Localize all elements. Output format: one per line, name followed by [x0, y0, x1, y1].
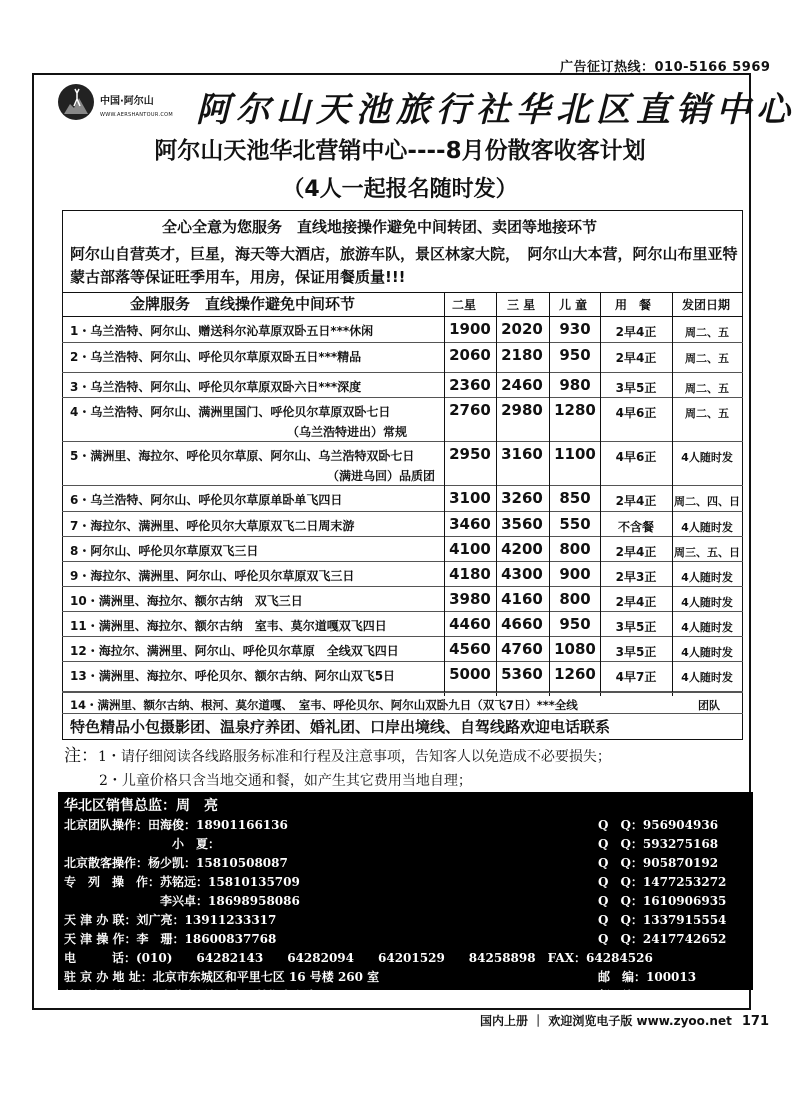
departure-days: 4人随时发 — [681, 451, 733, 464]
price-three-star: 2980 — [501, 401, 543, 419]
departure-days: 4人随时发 — [681, 646, 733, 659]
price-child: 800 — [559, 590, 591, 608]
meal-plan: 2早3正 — [615, 570, 657, 584]
price-two-star: 5000 — [449, 665, 491, 683]
header-child: 儿 童 — [559, 298, 588, 312]
note-1: 1・请仔细阅读各线路服务标准和行程及注意事项，告知客人以免造成不必要损失； — [98, 749, 611, 765]
table-row — [62, 662, 743, 692]
price-two-star: 2060 — [449, 346, 491, 364]
logo-text: 中国·阿尔山 — [100, 96, 154, 107]
departure-days: 周二、四、日 — [674, 495, 740, 508]
meal-plan: 4早6正 — [615, 406, 657, 420]
price-two-star: 4180 — [449, 565, 491, 583]
meal-plan: 2早4正 — [615, 494, 657, 508]
table-row — [62, 537, 743, 562]
page-title: 阿尔山天池华北营销中心----8月份散客收客计划 — [154, 138, 646, 164]
route-name: 6・乌兰浩特、阿尔山、呼伦贝尔草原单卧单飞四日 — [70, 493, 343, 507]
table-row — [62, 637, 743, 662]
route-name: 11・满洲里、海拉尔、额尔古纳 室韦、莫尔道嘎双飞四日 — [70, 619, 387, 633]
departure-days: 周二、五 — [685, 382, 729, 395]
price-child: 1280 — [554, 401, 596, 419]
price-three-star: 4300 — [501, 565, 543, 583]
table-row — [62, 486, 743, 512]
contact-line: 驻 京 办 地 址：北京市东城区和平里七区 16 号楼 260 室 — [64, 970, 380, 984]
price-child: 900 — [559, 565, 591, 583]
price-three-star: 2460 — [501, 376, 543, 394]
route-name: 5・满洲里、海拉尔、呼伦贝尔草原、阿尔山、乌兰浩特双卧七日 — [70, 449, 415, 463]
price-two-star: 3460 — [449, 515, 491, 533]
route-name: 14・满洲里、额尔古纳、根河、莫尔道嘎、 室韦、呼伦贝尔、阿尔山双卧九日（双飞7日）***全线 — [70, 698, 578, 712]
table-row — [62, 562, 743, 587]
table-row — [62, 612, 743, 637]
price-child: 800 — [559, 540, 591, 558]
price-three-star: 5360 — [501, 665, 543, 683]
price-two-star: 2760 — [449, 401, 491, 419]
header-three-star: 三 星 — [507, 298, 536, 312]
special-tours: 特色精品小包摄影团、温泉疗养团、婚礼团、口岸出境线、自驾线路欢迎电话联系 — [70, 718, 611, 736]
meal-plan: 4早7正 — [615, 670, 657, 684]
route-note: （满进乌回）品质团 — [327, 469, 436, 483]
route-name: 3・乌兰浩特、阿尔山、呼伦贝尔草原双卧六日***深度 — [70, 380, 362, 394]
column-divider — [672, 292, 673, 696]
meal-plan: 3早5正 — [615, 381, 657, 395]
price-three-star: 4660 — [501, 615, 543, 633]
departure-days: 团队 — [698, 699, 720, 712]
company-logo — [58, 80, 192, 128]
contact-qq: Q Q：956904936 — [598, 818, 719, 832]
price-two-star: 1900 — [449, 320, 491, 338]
price-child: 1260 — [554, 665, 596, 683]
intro-line-1: 全心全意为您服务 直线地接操作避免中间转团、卖团等地接环节 — [162, 218, 598, 236]
meal-plan: 2早4正 — [615, 595, 657, 609]
route-name: 7・海拉尔、满洲里、呼伦贝尔大草原双飞二日周末游 — [70, 519, 355, 533]
meal-plan: 不含餐 — [617, 520, 654, 534]
contact-line: 天 津 办 联：刘广亮：13911233317 — [64, 913, 277, 927]
price-three-star: 3260 — [501, 489, 543, 507]
price-child: 950 — [559, 346, 591, 364]
meal-plan: 3早5正 — [615, 620, 657, 634]
route-name: 13・满洲里、海拉尔、呼伦贝尔、额尔古纳、阿尔山双飞5日 — [70, 669, 396, 683]
deer-logo-icon — [58, 84, 94, 120]
price-child: 950 — [559, 615, 591, 633]
ad-hotline: 广告征订热线：010-5166 5969 — [560, 60, 771, 75]
price-child: 850 — [559, 489, 591, 507]
meal-plan: 2早4正 — [615, 351, 657, 365]
price-two-star: 4560 — [449, 640, 491, 658]
notes — [64, 744, 611, 793]
departure-days: 周二、五 — [685, 326, 729, 339]
page-footer — [480, 1012, 769, 1029]
route-name: 1・乌兰浩特、阿尔山、赠送科尔沁草原双卧五日***休闲 — [70, 324, 374, 338]
intro-line-2: 阿尔山自营英才，巨星，海天等大酒店，旅游车队，景区林家大院， 阿尔山大本营，阿尔山布里亚特蒙古部落等保证旺季用车，用房，保证用餐质量!!! — [70, 245, 738, 286]
contact-qq: Q Q：905870192 — [598, 856, 719, 870]
column-divider — [549, 292, 550, 696]
header-departure: 发团日期 — [682, 298, 731, 312]
route-note: （乌兰浩特进出）常规 — [287, 425, 408, 439]
table-row — [62, 343, 743, 373]
departure-days: 4人随时发 — [681, 671, 733, 684]
price-three-star: 2180 — [501, 346, 543, 364]
meal-plan: 2早4正 — [615, 545, 657, 559]
route-name: 2・乌兰浩特、阿尔山、呼伦贝尔草原双卧五日***精品 — [70, 350, 362, 364]
contact-qq: 邮 编：137800 — [598, 989, 697, 1003]
meal-plan: 2早4正 — [615, 325, 657, 339]
departure-days: 4人随时发 — [681, 521, 733, 534]
meal-plan: 3早5正 — [615, 645, 657, 659]
route-name: 8・阿尔山、呼伦贝尔草原双飞三日 — [70, 544, 259, 558]
contact-line: 北京团队操作：田海俊：18901166136 — [64, 818, 288, 832]
price-two-star: 4100 — [449, 540, 491, 558]
price-child: 930 — [559, 320, 591, 338]
departure-days: 周三、五、日 — [674, 546, 740, 559]
contact-line: 专 列 操 作：苏铭远：15810135709 — [64, 875, 300, 889]
departure-days: 4人随时发 — [681, 621, 733, 634]
departure-days: 4人随时发 — [681, 571, 733, 584]
contact-line: 总 社 地 址：内蒙古阿尔山市兴林街青山路 — [64, 989, 317, 1003]
table-row — [62, 442, 743, 486]
contact-line: 天 津 操 作：李 珊：18600837768 — [64, 932, 277, 946]
price-three-star: 4160 — [501, 590, 543, 608]
table-row — [62, 373, 743, 398]
contact-qq: Q Q：593275168 — [598, 837, 719, 851]
departure-days: 4人随时发 — [681, 596, 733, 609]
table-row — [62, 587, 743, 612]
column-divider — [496, 292, 497, 696]
price-three-star: 3560 — [501, 515, 543, 533]
price-three-star: 3160 — [501, 445, 543, 463]
price-child: 1080 — [554, 640, 596, 658]
table-row-14 — [62, 692, 743, 714]
contact-line: 李兴卓：18698958086 — [64, 894, 300, 908]
notes-label: 注： — [64, 746, 98, 766]
departure-days: 周二、五 — [685, 352, 729, 365]
price-child: 980 — [559, 376, 591, 394]
page-subtitle: （4人一起报名随时发） — [282, 177, 518, 202]
contact-qq: 邮 编：100013 — [598, 970, 697, 984]
route-name: 12・海拉尔、满洲里、阿尔山、呼伦贝尔草原 全线双飞四日 — [70, 644, 399, 658]
price-three-star: 4200 — [501, 540, 543, 558]
price-two-star: 2360 — [449, 376, 491, 394]
departure-days: 周二、五 — [685, 407, 729, 420]
price-two-star: 3100 — [449, 489, 491, 507]
meal-plan: 4早6正 — [615, 450, 657, 464]
price-two-star: 2950 — [449, 445, 491, 463]
column-divider — [444, 292, 445, 696]
header-two-star: 二星 — [452, 298, 477, 312]
contact-qq: Q Q：1337915554 — [598, 913, 727, 927]
contact-panel — [58, 792, 753, 1003]
page-number: 171 — [741, 1014, 769, 1029]
price-three-star: 2020 — [501, 320, 543, 338]
contact-qq: Q Q：1610906935 — [598, 894, 727, 908]
contact-qq: Q Q：1477253272 — [598, 875, 727, 889]
company-name: 阿尔山天池旅行社华北区直销中心 — [196, 90, 796, 130]
column-divider — [600, 292, 601, 696]
price-three-star: 4760 — [501, 640, 543, 658]
header-meal: 用 餐 — [615, 298, 652, 312]
table-header — [62, 292, 743, 317]
table-row — [62, 317, 743, 343]
price-child: 550 — [559, 515, 591, 533]
contact-line: 电 话：(010) 64282143 64282094 64201529 84258898 FAX：64284526 — [64, 951, 653, 965]
contact-line: 小 夏： — [64, 837, 221, 851]
table-row — [62, 398, 743, 442]
route-name: 4・乌兰浩特、阿尔山、满洲里国门、呼伦贝尔草原双卧七日 — [70, 405, 391, 419]
contact-qq: Q Q：2417742652 — [598, 932, 727, 946]
sales-director: 华北区销售总监：周 亮 — [64, 798, 218, 814]
route-name: 10・满洲里、海拉尔、额尔古纳 双飞三日 — [70, 594, 303, 608]
price-two-star: 3980 — [449, 590, 491, 608]
note-2: 2・儿童价格只含当地交通和餐，如产生其它费用当地自理； — [99, 773, 472, 789]
logo-url: WWW.AERSHANTOUR.COM — [100, 112, 173, 118]
price-two-star: 4460 — [449, 615, 491, 633]
route-name: 9・海拉尔、满洲里、阿尔山、呼伦贝尔草原双飞三日 — [70, 569, 355, 583]
table-row — [62, 512, 743, 537]
footer-text: 国内上册 ｜ 欢迎浏览电子版 www.zyoo.net — [480, 1014, 732, 1028]
price-child: 1100 — [554, 445, 596, 463]
contact-line: 北京散客操作：杨少凯：15810508087 — [64, 856, 288, 870]
header-service: 金牌服务 直线操作避免中间环节 — [130, 295, 356, 313]
